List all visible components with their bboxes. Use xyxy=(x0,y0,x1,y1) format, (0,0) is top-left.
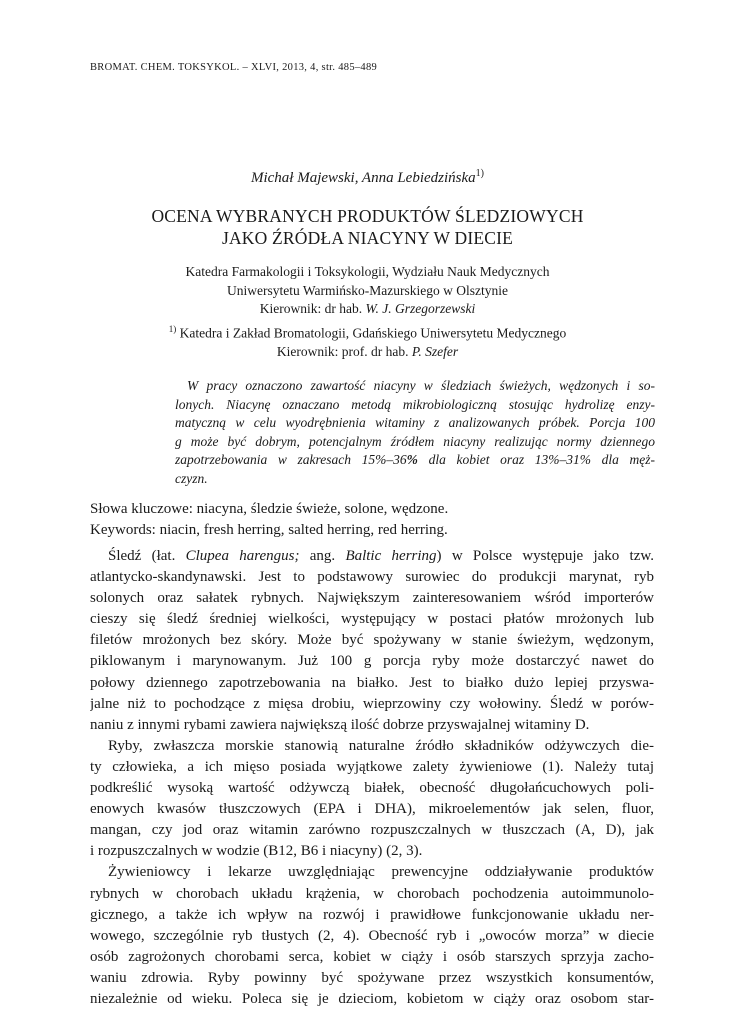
affiliation-2-name: Katedra i Zakład Bromatologii, Gdańskiego Uniwersytetu Medycznego xyxy=(176,325,567,341)
body-line: mangan, czy jod oraz witamin zarówno rozpuszczalnych w tłuszczach (A, D), jak xyxy=(90,822,654,839)
body-text-run: ) w Polsce występuje jako tzw. xyxy=(436,548,654,564)
affiliation-2-head xyxy=(0,343,735,362)
body-line: waniu zdrowia. Ryby powinny być spożywane przez wszystkich konsumentów, xyxy=(90,969,654,986)
title-line-1: OCENA WYBRANYCH PRODUKTÓW ŚLEDZIOWYCH xyxy=(151,206,584,226)
affiliation-1-head-prefix: Kierownik: dr hab. xyxy=(259,301,366,316)
affiliation-1-head-name: W. J. Grzegorzewski xyxy=(365,301,476,316)
body-line: atlantycko-skandynawski. Jest to podstawowy surowiec do produkcji marynat, ryb xyxy=(90,569,654,586)
affiliation-1 xyxy=(0,263,735,319)
body-line: enowych kwasów tłuszczowych (EPA i DHA), mikroelementów jak selen, fluor, xyxy=(90,801,654,818)
english-name: Baltic herring xyxy=(345,548,437,564)
abstract-line: czyzn. xyxy=(175,470,208,486)
abstract-line: g może być dobrym, potencjalnym źródłem niacyny realizując normy dziennego xyxy=(175,433,655,449)
latin-name: Clupea harengus; xyxy=(185,548,300,564)
body-line: niezależnie od wieku. Poleca się je dzieciom, kobietom w ciąży oraz osobom star- xyxy=(90,990,654,1007)
article-title xyxy=(0,205,735,249)
affiliation-2-head-name: P. Szefer xyxy=(411,344,459,359)
body-line: połowy dziennego zapotrzebowania na białko. Jest to białko dużo lepiej przyswa- xyxy=(90,674,654,691)
abstract-bold-percent: % xyxy=(406,452,418,468)
abstract-line: matyczną w celu wyodrębnienia witaminy z analizowanych próbek. Porcja 100 xyxy=(175,415,655,431)
keywords xyxy=(90,499,448,541)
affiliation-2 xyxy=(0,320,735,362)
body-line: Ryby, zwłaszcza morskie stanowią naturalne źródło składników odżywczych die- xyxy=(108,737,654,754)
keywords-polish: Słowa kluczowe: niacyna, śledzie świeże, solone, wędzone. xyxy=(90,501,449,517)
affiliation-1-line-1: Katedra Farmakologii i Toksykologii, Wydziału Nauk Medycznych xyxy=(185,264,550,279)
body-text-run: ang. xyxy=(299,548,346,564)
affiliation-2-head-prefix: Kierownik: prof. dr hab. xyxy=(276,344,412,359)
body-line: piklowanym i marynowanym. Już 100 g porcja ryby może dostarczyć nawet do xyxy=(90,653,654,670)
body-text xyxy=(90,546,654,1010)
affiliation-2-line-1 xyxy=(0,320,735,343)
abstract-text: dla kobiet oraz 13%–31% dla męż- xyxy=(417,452,655,468)
body-line: cieszy się śledź średniej wielkości, występujący w postaci płatów mrożonych lub xyxy=(90,611,654,628)
body-line: i rozpuszczalnych w wodzie (B12, B6 i niacyny) (2, 3). xyxy=(90,843,423,860)
running-head: BROMAT. CHEM. TOKSYKOL. – XLVI, 2013, 4, str. 485–489 xyxy=(90,62,378,73)
abstract-text: zapotrzebowania w zakresach 15%–36 xyxy=(175,452,407,468)
author-names: Michał Majewski, Anna Lebiedzińska xyxy=(250,170,476,186)
body-line: gicznego, a także ich wpływ na rozwój i prawidłowe funkcjonowanie układu ner- xyxy=(90,906,654,923)
body-line: solonych oraz sałatek rybnych. Największym zainteresowaniem wśród importerów xyxy=(90,590,654,607)
abstract-line: lonych. Niacynę oznaczano metodą mikrobiologiczną stosując hydrolizę enzy- xyxy=(175,396,655,412)
body-line: osób zagrożonych chorobami serca, kobiet w ciąży i osób starszych sprzyja zacho- xyxy=(90,948,654,965)
body-line xyxy=(90,546,654,567)
body-line: wowego, szczególnie ryb tłustych (2, 4). Obecność ryb i „owoców morza” w diecie xyxy=(90,927,654,944)
abstract-line: W pracy oznaczono zawartość niacyny w śledziach świeżych, wędzonych i so- xyxy=(187,378,655,393)
title-line-2: JAKO ŹRÓDŁA NIACYNY W DIECIE xyxy=(221,228,514,248)
affiliation-1-line-2: Uniwersytetu Warmińsko-Mazurskiego w Olsztynie xyxy=(227,282,508,298)
affiliation-2-mark: 1) xyxy=(168,324,177,334)
body-line: jalne niż to pochodzące z mięsa drobiu, wieprzowiny czy wołowiny. Śledź w porów- xyxy=(90,695,654,712)
keywords-english: Keywords: niacin, fresh herring, salted herring, red herring. xyxy=(90,522,448,538)
author-affiliation-mark: 1) xyxy=(475,168,485,179)
affiliation-1-head xyxy=(0,300,735,319)
authors xyxy=(0,168,735,187)
body-line: ty człowieka, a ich mięso posiada wyjątkowe zalety żywieniowe (1). Należy tutaj xyxy=(90,758,654,775)
body-line: Żywieniowcy i lekarze uwzględniając prewencyjne oddziaływanie produktów xyxy=(108,864,654,881)
body-line: naniu z innymi rybami zawiera największą ilość dobrze przyswajalnej witaminy D. xyxy=(90,716,590,733)
body-line: filetów mrożonych bez skóry. Może być spożywany w stanie świeżym, wędzonym, xyxy=(90,632,654,649)
abstract-line xyxy=(175,451,655,470)
body-text-run: Śledź (łat. xyxy=(108,548,186,564)
body-line: podkreślić wysoką wartość odżywczą białek, obecność długołańcuchowych poli- xyxy=(90,780,654,797)
body-line: rybnych w chorobach układu krążenia, w chorobach pochodzenia autoimmunolo- xyxy=(90,885,654,902)
abstract xyxy=(175,377,655,489)
